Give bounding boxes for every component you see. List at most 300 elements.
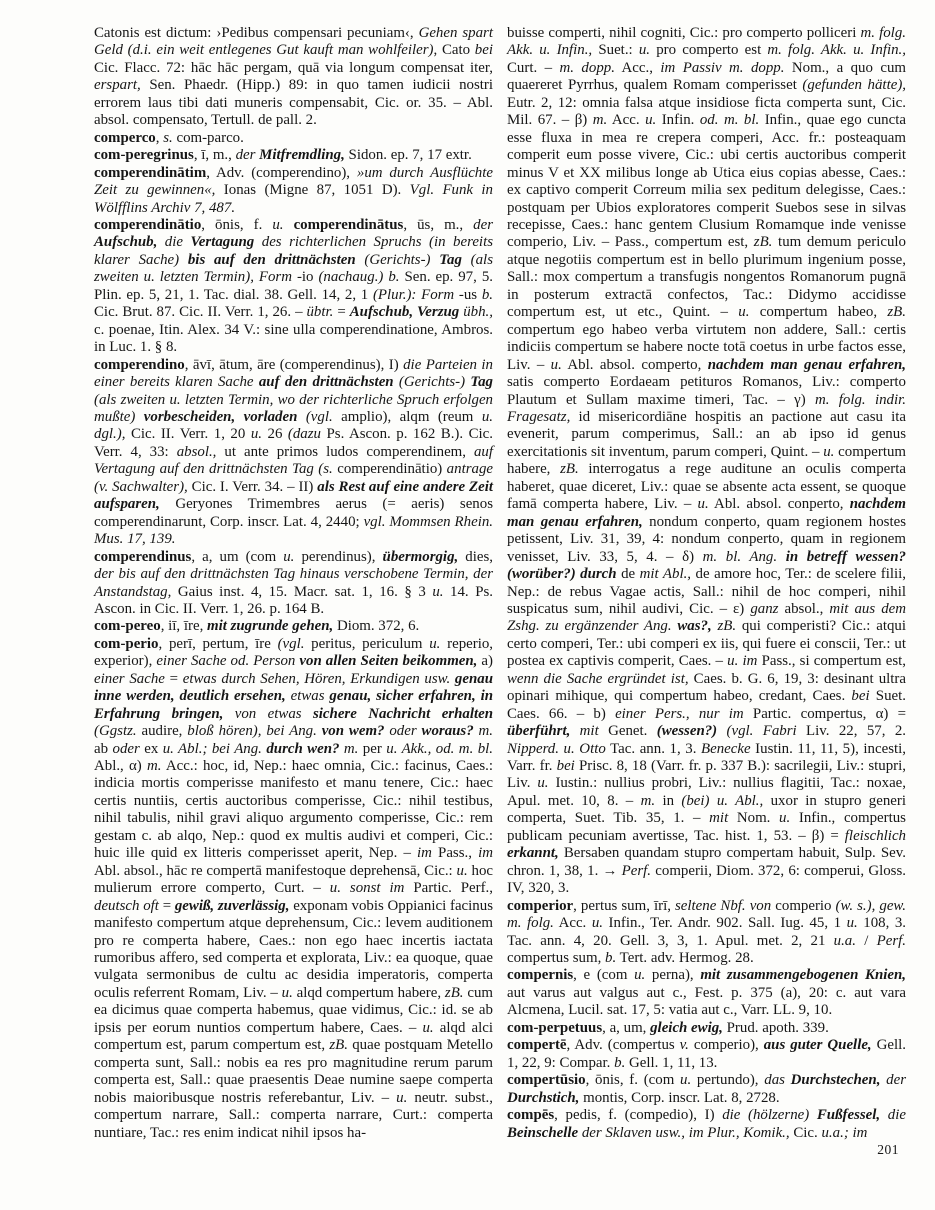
entry-comperco	[94, 130, 493, 147]
left-column	[94, 25, 493, 1142]
text-run: was?,	[677, 618, 712, 635]
text-run: 14. Ps. Ascon. in Cic. II. Verr. 1, 26. p. 164 B.	[94, 583, 493, 617]
text-run: bei	[851, 688, 870, 705]
text-run: od. m. bl.	[699, 112, 760, 129]
text-run: id misericordiāne hospitis an pactione aut casu ita evenerit, parum comperimus, Sall.: an ab ipso id genus exercitationis sit inventum, parum comperi, Quint. –	[507, 408, 906, 460]
text-run: m. folg. Akk. u. Infin.,	[507, 25, 906, 59]
text-run: buisse comperti, nihil cogniti, Cic.: pro comperto polliceri	[507, 25, 861, 41]
text-run: durch wen?	[266, 740, 340, 757]
text-run: Durchstechen,	[790, 1072, 881, 1089]
text-run: Ionas (Migne 87, 1051 D).	[215, 182, 410, 199]
text-run: mit zusammengebogenen Knien,	[700, 967, 906, 984]
text-run: interrogatus a rege auditune an oculis comperta haberet, quae diceret, Liv.: quae se absente acta essent, se quoque famā comperta habere, Liv. –	[507, 461, 906, 513]
text-run: b.	[605, 950, 617, 967]
text-run: Tag	[470, 374, 493, 391]
text-run: u.	[272, 216, 284, 233]
text-run: (wessen?)	[656, 723, 718, 740]
text-run: exponam vobis Oppianici facinus manifesto compertum atque deprehensum, Cic.: levem auditionem pro re comperta habere, Caes.: non ego haec incertis iactata rumoribus affero, sed comperta et explorata, Liv.: ea quoque, quae vulgata sermonibus de cultu ac desidia imperatoris, comperta oculis referrent Romam, Liv. –	[94, 897, 493, 1001]
entry-com-perio-continuation	[507, 25, 906, 898]
text-run: Abl. absol. comperto,	[561, 356, 708, 373]
text-run	[284, 217, 294, 233]
text-run: in betreff wessen? (worüber?) durch	[507, 548, 907, 583]
text-run: übh.,	[459, 304, 493, 321]
text-run: (gefunden hätte),	[802, 77, 906, 94]
text-run: ut ante primos ludos comperendinem,	[216, 443, 474, 460]
text-run: quae postquam Metello comperta sunt, Sall.: nobis ea res pro magnitudine rerum parum comperta est, Sall.: quae praesentis Deae numine saepe comperta nobis maioribusque nostris referebantur, Liv. –	[94, 1037, 494, 1106]
text-run: Aufschub,	[94, 234, 158, 251]
text-run: mit	[570, 723, 599, 740]
text-run: Gell. 1, 11, 13.	[625, 1054, 718, 1071]
text-run: comperendinus	[94, 548, 192, 565]
text-run: der bis auf den drittnächsten Tag hinaus verschobene Termin, der Anstandstag,	[94, 566, 493, 600]
text-run: Acc.	[553, 915, 592, 932]
text-run: (bei) u. Abl.,	[681, 792, 764, 809]
text-run: comperior	[507, 897, 574, 914]
text-run: Sen. ep. 97, 5. Plin. ep. 5, 21, 1. Tac. dial. 38. Gell. 14, 2, 1	[94, 269, 493, 303]
text-run: Bersaben quandam stupro compertam habuit, Sulp. Sev. chron. 1, 38, 1. →	[507, 845, 906, 879]
text-run: auf Vertagung auf den drittnächsten Tag (s.	[94, 443, 493, 478]
text-run: Iustin. 11, 11, 5), incesti, Varr. fr.	[507, 740, 906, 775]
text-run: die	[880, 1107, 906, 1124]
text-run: etwas	[285, 688, 330, 705]
text-run: a)	[477, 653, 493, 670]
text-run: Nom.	[728, 810, 780, 827]
text-run: Perf.	[621, 862, 652, 879]
text-run: u.	[432, 583, 444, 600]
text-run: Prisc. 8, 18 (Varr. fr. p. 337 B.): sacrilegii, Liv.: stupri, Liv.	[507, 758, 906, 792]
text-run: Catonis est dictum: ›Pedibus compensari pecuniam‹,	[94, 25, 419, 41]
text-run: , pedis, f. (compedio), I)	[554, 1107, 723, 1124]
entry-com-peregrinus	[94, 147, 493, 164]
text-run: in	[655, 792, 682, 809]
text-run: Fußfessel,	[816, 1107, 881, 1124]
text-run: zB.	[753, 234, 773, 251]
text-run: überführt,	[507, 723, 571, 740]
text-run: compertum habeo,	[749, 304, 888, 321]
text-run: Cic.	[789, 1124, 822, 1141]
text-run: comperii, Diom. 372, 6: comperui, Gloss. IV, 320, 3.	[507, 862, 906, 897]
text-run: Partic. compertus, α) =	[743, 705, 906, 722]
text-run: deutsch oft	[94, 897, 159, 914]
text-run: u. im	[727, 653, 758, 670]
text-run: (w. s.),	[835, 897, 876, 914]
text-run: Vertagung	[190, 234, 255, 251]
text-run: mit	[709, 810, 729, 827]
text-run: Infin.	[656, 112, 700, 129]
text-run: im Passiv m. dopp.	[660, 59, 785, 76]
text-run: (Ggstz.	[94, 723, 137, 740]
text-run: Gehen spart Geld (d.i. ein weit entlegenes Gut kauft man wohlfeiler)	[94, 25, 493, 59]
text-run: der	[880, 1072, 906, 1089]
text-run: übermorgig,	[382, 548, 459, 565]
text-run: u.	[591, 915, 603, 932]
text-run: Iustin.: nullius probri, Liv.: nullius flagitii, Tac.: noxae, Apul. met. 10, 8. –	[507, 775, 907, 809]
text-run: (als zweiten u. letzten Termin, wo der richterliche Spruch erfolgen mußte)	[94, 391, 493, 425]
text-run: Pass., si compertum est,	[757, 653, 907, 670]
text-run: -us	[454, 286, 482, 303]
text-run: -io	[291, 269, 319, 286]
text-run: , Cato	[433, 42, 475, 59]
text-run: nachdem man genau erfahren,	[507, 496, 906, 530]
text-run: Cic. Brut. 87. Cic. II. Verr. 1, 26. –	[94, 304, 307, 321]
text-run: u.	[281, 984, 293, 1001]
text-run: sichere Nachricht erhalten	[313, 705, 493, 722]
text-run: gleich ewig,	[650, 1019, 723, 1036]
text-run: nachdem man genau erfahren,	[707, 356, 906, 373]
text-run: Vgl. Funk in Wölfflins Archiv 7, 487.	[94, 182, 494, 216]
text-run: Abl. absol. conperto,	[708, 496, 850, 513]
text-run: Gaius inst. 4, 15. Macr. sat. 1, 16. § 3	[171, 583, 433, 600]
text-run: bei	[556, 758, 575, 775]
text-run: das	[764, 1072, 791, 1089]
text-run: erkannt,	[507, 845, 559, 862]
text-run: »um durch Ausflüchte Zeit zu gewinnen«,	[94, 164, 493, 199]
text-run: vorbescheiden, vorladen	[143, 408, 298, 425]
text-run: Curt. –	[507, 59, 560, 76]
text-run: hoc mulierum errore comperto, Curt. –	[94, 862, 493, 897]
text-run: de amore hoc, Ter.: de scelere filii, Nep.: de rebus Vagae actis, Sall.: nihil de hoc comperi, nihil suspicatus sum, nihil audivi, Cic. – ε)	[507, 566, 907, 617]
text-run: , pertus sum, īrī,	[573, 897, 675, 914]
text-run: mit Abl.,	[639, 566, 692, 583]
text-run: vgl. Mommsen Rhein. Mus. 17, 139.	[94, 513, 493, 548]
text-run: perna),	[645, 967, 701, 984]
text-run: compertus sum,	[507, 950, 606, 967]
text-run: die Parteien in einer bereits klaren Sache	[94, 356, 493, 391]
right-column	[507, 25, 906, 1142]
text-run: einer Sache	[94, 670, 165, 687]
entry-compes	[507, 1107, 906, 1142]
text-run: qui comperisti? Cic.: atqui certo comperi, Ter.: ubi comperi ex iis, qui fuere ei conscii, Ter.: ut postea ex captivis comperit, Caes. –	[507, 618, 906, 670]
text-run: m. dopp.	[559, 59, 615, 76]
text-run: (vgl. Fabri	[726, 723, 797, 740]
text-run: , a, um,	[602, 1019, 651, 1036]
text-run: Cic. II. Verr. 1, 20	[125, 426, 251, 443]
text-run: Cic. I. Verr. 34. – II)	[187, 478, 318, 495]
text-run: compertum habere,	[507, 443, 906, 478]
text-run: Prud. apoth. 339.	[722, 1019, 829, 1036]
text-run: m.	[473, 723, 493, 740]
text-run: Sidon. ep. 7, 17 extr.	[344, 147, 472, 164]
text-run: 108, 3. Tac. ann. 4, 20. Gell. 3, 3, 1. Apul. met. 2, 21	[507, 915, 906, 949]
text-run: die (hölzerne)	[722, 1107, 817, 1124]
text-run: comperio	[771, 897, 836, 914]
text-run: m. folg. Akk. u. Infin.,	[767, 42, 906, 59]
text-run: , perī, pertum, īre	[158, 635, 278, 652]
text-run: u.	[283, 548, 295, 565]
text-run: fleischlich	[844, 827, 906, 844]
text-run: peritus, periculum	[304, 635, 430, 652]
text-run: cum ea dicimus quae comperta habemus, quae vidimus, Cic.: id. se ab ipsis per eorum nuntios compertum habere, Caes. –	[94, 984, 493, 1036]
entry-com-pereo	[94, 618, 493, 635]
text-run: u.	[250, 426, 262, 443]
text-run: satis comperto Eordaeam petituros Romanos, Liv.: comperto Plautum et Sullam maxime timeri, Tac. – γ)	[507, 374, 906, 408]
text-run: , ī, m.,	[193, 147, 236, 164]
text-run: (nachaug.) b.	[318, 269, 400, 286]
text-run: Acc.	[607, 112, 646, 129]
text-run: Form	[421, 286, 455, 303]
text-run: aus guter Quelle,	[763, 1037, 872, 1054]
text-run: u.	[456, 862, 468, 879]
text-run: u.	[634, 967, 646, 984]
text-run: compertē	[507, 1037, 567, 1054]
text-run: (Gerichts-)	[393, 374, 471, 391]
text-run: der	[473, 216, 493, 233]
text-run: com-pereo	[94, 618, 161, 635]
text-run: zB.	[560, 461, 579, 478]
text-run: Perf.	[876, 932, 906, 949]
text-run: antrage (v. Sachwalter),	[94, 461, 493, 495]
text-run: Infin., quae ego cuncta esse fluxa in mea re crepera comperi, Acc. fr.: posteaquam comperit eum posse vivere, Cic.: ubi certis auctoribus comperit minus V et XX milibus longe ab Utica eius copias abesse, Caes.: ex captivo comperit Correum milia sex peditum delegisse, Caes.: postquam per Ubios exploratores comperit Suebos sese in silvas recepisse, Caes.: hanc gentem Clusium Romamque inde venisse comperio, Liv. – Pass., compertum est,	[507, 112, 906, 251]
text-run: m.	[592, 112, 608, 129]
text-run: u.	[846, 915, 858, 932]
text-run: erspart,	[94, 77, 141, 94]
text-run: m.	[147, 758, 162, 775]
entry-com-perpetuus	[507, 1020, 906, 1037]
text-run: zB.	[329, 1037, 348, 1054]
text-run: Infin., compertus publicam pecuniam avertisse, Tac. hist. 1, 53. – β) =	[507, 810, 906, 844]
text-run: compertum ego habeo verba virtutem non addere, Sall.: certis indiciis compertum se habere nocte totā coetus in urbe factos esse, Liv. –	[507, 321, 906, 373]
text-run: =	[158, 897, 175, 914]
entry-compenso-continuation	[94, 25, 493, 130]
text-run: absol.,	[778, 600, 830, 617]
text-run: u.	[550, 356, 562, 373]
text-run: com-perpetuus	[507, 1019, 603, 1036]
text-run: montis, Corp. inscr. Lat. 8, 2728.	[579, 1089, 780, 1106]
text-run: amplio), alqm (reum	[332, 408, 482, 425]
page-number: 201	[877, 1142, 899, 1157]
entry-comperendinatio	[94, 217, 493, 357]
text-run: oder	[384, 723, 422, 740]
text-run: audire,	[136, 723, 188, 740]
text-run: der Sklaven usw., im Plur., Komik.,	[578, 1124, 790, 1141]
text-run: pertundo),	[691, 1072, 765, 1089]
text-run: , Adv. (comperendino),	[206, 164, 357, 181]
entry-comperendinatim	[94, 165, 493, 217]
text-run: comperio),	[688, 1037, 764, 1054]
text-run: Pass.,	[431, 845, 479, 862]
text-run: ganz	[750, 600, 779, 617]
text-run: (vgl.	[277, 635, 305, 652]
text-run: der	[235, 147, 260, 164]
text-run: Suet. Caes. 66. – b)	[507, 688, 907, 722]
text-run: (als zweiten u. letzten Termin), Form	[94, 251, 493, 286]
text-run: u.	[645, 112, 657, 129]
text-run: zB.	[887, 304, 906, 321]
text-run: u.	[429, 635, 441, 652]
text-run: =	[333, 304, 350, 321]
text-run: m.	[339, 740, 359, 757]
text-run: compēs	[507, 1107, 555, 1124]
text-run: dies,	[458, 548, 494, 565]
text-run: u. dgl.),	[94, 408, 493, 443]
text-run: bei	[474, 42, 493, 59]
text-run: comperendinātus	[293, 216, 404, 233]
text-run: Liv. 22, 57, 2.	[796, 723, 906, 740]
text-run: des richterlichen Spruchs (in bereits klarer Sache)	[94, 234, 494, 268]
text-run: mit aus dem Zshg. zu ergänzender Ang.	[507, 600, 906, 635]
text-run: ab	[94, 740, 113, 757]
text-run: Gell. 1, 22, 9: Compar.	[507, 1037, 906, 1071]
text-run: Beinschelle	[507, 1124, 579, 1141]
text-run: einer Pers., nur im	[615, 705, 744, 722]
text-run: s.	[163, 129, 173, 146]
entry-compernis	[507, 967, 906, 1019]
text-run: Nom., a quo cum quaereret Pyrrhus, qualem Romam comperisset	[507, 59, 907, 94]
text-run: c. poenae, Itin. Alex. 34 V.: sine ulla comperendinatione, Ambros. in Luc. 1. § 8.	[94, 321, 493, 356]
text-run: Acc.: hoc, id, Nep.: haec omnia, Cic.: facinus, Caes.: indicia mortis comperisse manifesto et manu tenere, Cic.: haec certis nuntiis, certis auctoribus comperisse, Cic.: nihil testibus, nihil tabulis, nihil gravi aliquo argumento comperisse, Cic.: rem gestam c. ab alqo, Nep.: quod ex multis audivi et comperi, Cic.: huic ille quid ex litteris comperisset aperit, Nep. –	[94, 758, 493, 862]
entry-comperendino	[94, 357, 493, 549]
text-run: die	[157, 234, 191, 251]
text-run: pro comperto est	[650, 42, 768, 59]
text-run: von allen Seiten beikommen,	[299, 653, 478, 670]
text-run: (Plur.):	[372, 286, 417, 303]
text-run: mit zugrunde gehen,	[207, 618, 334, 635]
text-run: (vgl.	[297, 408, 333, 425]
text-run: Diom. 372, 6.	[333, 618, 420, 635]
text-run: einer Sache od. Person	[156, 653, 300, 670]
text-run: u. sonst im	[329, 880, 405, 897]
text-run: , ōnis, f.	[201, 216, 273, 233]
text-run: comperendinātim	[94, 164, 207, 181]
text-run: com-peregrinus	[94, 147, 194, 164]
text-run: tum demum periculo atque negotiis compertum est in bello plurimum ingenium posse, Sall.: mox compertum a transfugis nongentos Romanorum pugnā in posterum extractā confectos, Tac.: Didymo accidisse compertum est, ut etc., Quint. –	[507, 234, 906, 321]
text-run: woraus?	[421, 723, 474, 740]
text-run: 26	[262, 426, 288, 443]
text-run: m. bl. Ang.	[702, 548, 786, 565]
text-run: Sen. Phaedr. (Hipp.) 89: in quo tamen iudicii nostri errorem laus tibi dati muneris compensabit, Cic. or. 35. – Abl. absol. compensato, Tertull. de pall. 2.	[94, 77, 493, 129]
text-run: neutr. subst., compertum narrare, Sall.: comperta narrare, Curt.: comperta nuntiare, Tac.: res enim indicat nihil ipsos ha-	[94, 1089, 493, 1141]
text-run: , iī, īre,	[160, 618, 208, 635]
text-run: , ūs, m.,	[403, 216, 474, 233]
text-run: Genet.	[598, 723, 657, 740]
text-run: Tac. ann. 1, 3.	[605, 740, 701, 757]
text-run: seltene Nbf. von	[675, 897, 772, 914]
text-run: genau inne werden, deutlich ersehen,	[94, 670, 493, 705]
text-run: Aufschub, Verzug	[349, 304, 460, 321]
text-run: Geryones Trimembres aerus (= aeris) senos comperendinarunt, Corp. inscr. Lat. 4, 2440;	[94, 496, 493, 530]
text-run: Ps. Ascon. p. 162 B.). Cic. Verr. 4, 33:	[94, 426, 494, 460]
text-run: Caes. b. G. 6, 19, 3: desinant ultra opinari mihique, qui compertum habeo, credant, Caes.	[507, 670, 906, 705]
text-run: per	[358, 740, 387, 757]
text-run: comperendinātio	[94, 216, 202, 233]
text-run: compertūsio	[507, 1072, 586, 1089]
entry-compertusio	[507, 1072, 906, 1107]
text-run: com-perio	[94, 635, 159, 652]
text-run: b.	[614, 1054, 626, 1071]
text-run: Suet.:	[592, 42, 639, 59]
text-run: oder	[112, 740, 140, 757]
text-run: zB.	[444, 984, 464, 1001]
text-run: u.	[422, 1019, 434, 1036]
text-run: u.	[823, 443, 835, 460]
text-run: wenn die Sache ergründet ist,	[507, 670, 689, 687]
text-run: comperendino	[94, 356, 185, 373]
text-run: u. Abl.; bei Ang.	[162, 740, 267, 757]
text-run: reperio, experior),	[94, 635, 494, 670]
text-run: gewiß, zuverlässig,	[174, 897, 290, 914]
text-run: Abl., α)	[94, 758, 147, 775]
text-run: b.	[481, 286, 493, 303]
text-run: u.a.	[833, 932, 856, 949]
text-run: u.	[697, 496, 709, 513]
text-run: genau, sicher erfahren, in Erfahrung bringen,	[94, 688, 493, 722]
text-run: alqd compertum habere,	[292, 984, 445, 1001]
text-run: absol.,	[176, 443, 217, 460]
text-run: Partic. Perf.,	[404, 880, 494, 897]
text-run: v.	[679, 1037, 689, 1054]
text-run: (Gerichts-)	[355, 251, 440, 268]
text-run: /	[855, 932, 877, 949]
text-run: , ōnis, f. (com	[585, 1072, 681, 1089]
text-run: bis auf den drittnächsten	[187, 251, 356, 268]
text-run: comperendinātio)	[332, 461, 447, 478]
text-run: (dazu	[287, 426, 321, 443]
text-run: u.	[779, 810, 791, 827]
text-run: etwas durch Sehen, Hören, Erkundigen usw.	[182, 670, 455, 687]
text-run	[717, 723, 726, 739]
text-run: compernis	[507, 967, 574, 984]
text-run: u.	[680, 1072, 692, 1089]
text-run: übtr.	[306, 304, 334, 321]
text-run: Tag	[439, 251, 462, 268]
text-run: , a, um (com	[191, 548, 284, 565]
text-run: m.	[640, 792, 656, 809]
text-run: Acc.,	[614, 59, 661, 76]
text-run: Benecke	[701, 740, 751, 757]
text-run: aut varus aut valgus aut c., Fest. p. 375 (a), 20: c. aut vara Alcmena, Lucil. sat. 17, 5: vatia aut c., Varr. LL. 9, 10.	[507, 984, 906, 1019]
text-run: , āvī, ātum, āre (comperendinus), I)	[184, 356, 404, 373]
text-run: u.a.; im	[821, 1124, 868, 1141]
text-run: Tert. adv. Hermog. 28.	[616, 950, 754, 967]
text-run: u. Akk., od. m. bl.	[386, 740, 494, 757]
text-run: de	[616, 566, 640, 583]
text-run: gew. m. folg.	[507, 897, 906, 932]
text-columns	[94, 25, 907, 1142]
text-run: uxor in stupro generi comperta, Suet. Tib. 35, 1. –	[507, 792, 907, 827]
text-run: Durchstich,	[507, 1089, 580, 1106]
text-run: comperco	[94, 129, 156, 146]
entry-comperior	[507, 898, 906, 968]
text-run: ex	[139, 740, 163, 757]
text-run: nondum conperto, quam regionem hostes petissent, Liv. 31, 39, 4: nondum conperto, quam in regionem venisset, Liv. 33, 5, 4. – δ)	[507, 513, 906, 565]
text-run: perendinus),	[294, 548, 383, 565]
text-run: , e (com	[573, 967, 635, 984]
text-run: Infin., Ter. Andr. 902. Sall. Iug. 45, 1	[602, 915, 847, 932]
text-run: , Adv. (compertus	[566, 1037, 680, 1054]
entry-comperte	[507, 1037, 906, 1072]
text-run: Cic. Flacc. 72: hāc hāc pergam, quā via longum compensat iter,	[94, 59, 493, 76]
text-run: =	[164, 670, 183, 687]
text-run: Nipperd. u. Otto	[507, 740, 606, 757]
text-run: Mitfremdling,	[259, 147, 345, 164]
text-run: als Rest auf eine andere Zeit aufsparen,	[94, 478, 494, 513]
text-run: m. folg. indir. Fragesatz,	[507, 391, 906, 425]
text-run: u.	[537, 775, 549, 792]
text-run: im	[417, 845, 432, 862]
text-run: com-parco.	[172, 129, 244, 146]
text-run: u.	[396, 1089, 408, 1106]
text-run: bloß hören), bei Ang.	[187, 723, 322, 740]
entry-comperendinus	[94, 549, 493, 619]
text-run: u.	[738, 304, 750, 321]
text-run: auf den drittnächsten	[258, 374, 394, 391]
text-run: ,	[155, 129, 164, 146]
text-run: von wem?	[321, 723, 385, 740]
text-run: alqd alci compertum est, parum compertum est,	[94, 1019, 493, 1054]
text-run: Abl. absol., hāc re compertā manifestoque deprehensā, Cic.:	[94, 862, 457, 879]
text-run: von etwas	[223, 705, 313, 722]
text-run: Eutr. 2, 12: omnia falsa atque insidiose ficta comperta sunt, Cic. Mil. 67. – β)	[507, 94, 906, 129]
